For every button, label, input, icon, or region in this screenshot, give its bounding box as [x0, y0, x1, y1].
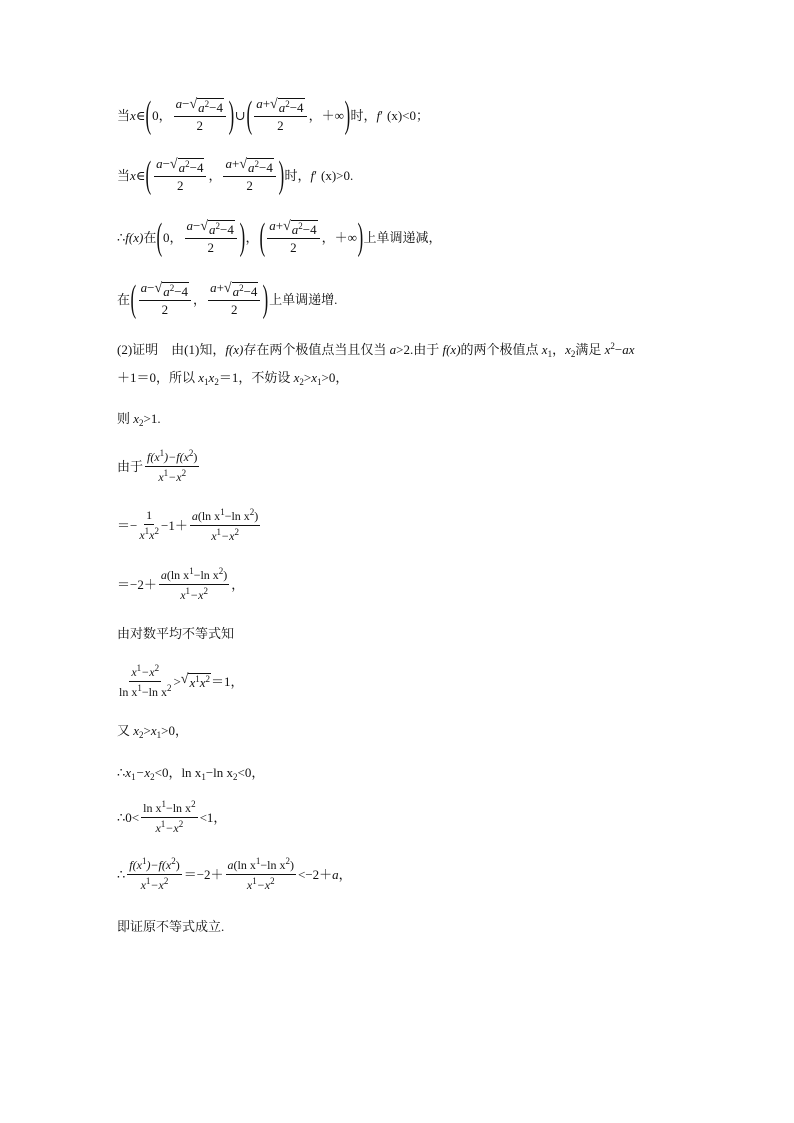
var-a: a — [278, 99, 286, 115]
var-a: a — [256, 95, 263, 111]
text: )−f(x — [164, 450, 189, 464]
sub: 2 — [570, 349, 576, 359]
text: (ln x — [197, 509, 221, 523]
text: ∴0< — [117, 810, 140, 826]
line-3 — [117, 218, 442, 256]
var-a: a — [163, 283, 170, 299]
text: −ln x — [205, 765, 234, 780]
var-f: f — [310, 167, 315, 183]
sub: 1 — [317, 377, 322, 387]
exp: 2 — [154, 526, 159, 537]
text: ) — [254, 509, 259, 523]
exp: 2 — [178, 819, 184, 830]
line-12 — [117, 664, 244, 699]
text: −4 — [302, 221, 317, 237]
exp: 2 — [166, 683, 172, 694]
line-11 — [117, 627, 234, 640]
exp: 2 — [204, 98, 210, 109]
fraction — [223, 157, 275, 194]
fraction — [254, 97, 306, 134]
text: ，＋∞ — [308, 107, 344, 123]
text: >2.由于 — [396, 342, 443, 357]
sqrt: √ $a^2-4$ — [169, 156, 204, 175]
line-13 — [117, 724, 188, 740]
exp: 1 — [145, 876, 151, 887]
text: − — [614, 342, 623, 357]
text: −ln x — [224, 509, 250, 523]
exp: 2 — [270, 876, 275, 887]
var-x: x — [158, 470, 164, 485]
denominator: 2 — [207, 240, 214, 256]
right-paren: ) — [262, 278, 269, 320]
var-x: x — [311, 370, 317, 385]
var-x: x — [293, 370, 300, 385]
therefore: ∴ — [117, 765, 126, 780]
var-x: x — [130, 167, 136, 183]
exp: 2 — [154, 663, 160, 673]
text: 又 — [117, 723, 134, 738]
denominator: 2 — [161, 302, 169, 318]
var-x: x — [130, 107, 136, 123]
text: 上单调递增. — [269, 291, 338, 307]
text: −x — [135, 765, 151, 780]
var-a: a — [140, 279, 148, 295]
var-a: a — [175, 95, 183, 111]
text: ， — [338, 867, 352, 883]
prime: ′ — [380, 107, 383, 123]
f-of-x: f(x) — [442, 342, 461, 357]
text: −x — [221, 529, 235, 544]
text: ln x — [119, 685, 138, 700]
line-4 — [117, 280, 337, 318]
plus: + — [231, 155, 240, 171]
text: 的两个极值点 — [460, 342, 542, 357]
exp: 2 — [234, 527, 239, 538]
element-of: ∈ — [135, 167, 146, 183]
fraction — [141, 800, 197, 835]
fraction — [119, 664, 171, 699]
exp: 1 — [160, 819, 166, 830]
var-x: x — [541, 342, 548, 357]
sqrt: √ $a^2-4$ — [270, 96, 304, 115]
exp: 2 — [185, 158, 190, 169]
var-a: a — [227, 858, 234, 872]
sqrt: √ $a^2-4$ — [154, 280, 189, 299]
sqrt: √ $a^2-4$ — [189, 96, 223, 115]
text: 由于 — [117, 459, 144, 475]
left-paren: ( — [156, 216, 163, 258]
var-a: a — [191, 509, 198, 523]
text: <0； — [402, 107, 429, 123]
exp: 1 — [161, 799, 166, 809]
text: >0， — [161, 723, 189, 738]
text: 即证原不等式成立. — [117, 919, 225, 934]
numerator: 1 — [144, 509, 154, 525]
text: ＝−2＋ — [117, 577, 157, 593]
minus: − — [182, 95, 190, 111]
line-5 — [117, 342, 635, 359]
text: (2)证明 由(1)知， — [117, 342, 226, 357]
text: > — [173, 674, 181, 690]
text: >0. — [336, 167, 354, 183]
var-x: x — [125, 765, 132, 780]
var-x: x — [198, 370, 205, 385]
exp: 2 — [298, 220, 303, 231]
plus: + — [262, 95, 271, 111]
exp: 2 — [188, 448, 194, 458]
text: −x — [256, 878, 271, 893]
text: 当 — [117, 107, 131, 123]
sub: 2 — [150, 772, 155, 782]
text: 在 — [143, 229, 157, 245]
text: 则 — [117, 411, 134, 426]
exp: 2 — [163, 876, 169, 887]
left-paren: ( — [259, 216, 265, 258]
denominator: 2 — [246, 178, 253, 194]
text: <0，ln x — [154, 765, 202, 780]
line-17 — [117, 920, 224, 933]
exp: 1 — [137, 683, 142, 694]
line-6 — [117, 371, 348, 387]
text: −ln x — [260, 858, 286, 872]
var-a: a — [178, 159, 186, 175]
text: −4 — [220, 221, 234, 237]
text: −ln x — [193, 568, 219, 582]
text: −1＋ — [161, 518, 188, 534]
var-x: x — [155, 821, 161, 836]
exp: 2 — [203, 586, 208, 597]
var-a: a — [198, 99, 205, 115]
fraction — [127, 857, 181, 892]
fraction — [208, 281, 260, 318]
text: −x — [150, 878, 164, 893]
exp: 2 — [191, 799, 196, 809]
f-of-x: f(x) — [125, 229, 144, 245]
denominator: 2 — [196, 118, 204, 134]
fraction — [154, 157, 206, 194]
line-10 — [117, 567, 244, 602]
right-paren: ) — [228, 94, 235, 136]
text: 上单调递减， — [363, 229, 442, 245]
sub: 2 — [139, 418, 144, 428]
text: > — [143, 723, 151, 738]
exp: 2 — [285, 856, 290, 866]
line-8 — [117, 449, 201, 484]
text: −4 — [189, 159, 204, 175]
f-of-x: f(x) — [225, 342, 244, 357]
text: −ln x — [165, 801, 192, 815]
var-x: x — [189, 675, 196, 691]
text: (ln x — [166, 568, 190, 582]
therefore: ∴ — [117, 229, 126, 245]
exp: 1 — [159, 448, 165, 458]
text: 时， — [350, 107, 377, 123]
text: > — [303, 370, 312, 385]
var-ax: ax — [622, 342, 635, 357]
exp: 2 — [254, 158, 259, 169]
var-a: a — [156, 155, 163, 171]
text: −4 — [259, 159, 273, 175]
var-x: x — [211, 529, 217, 544]
exp: 2 — [285, 98, 290, 109]
fraction — [226, 857, 296, 892]
exp: 1 — [255, 856, 261, 866]
var-x: x — [133, 723, 140, 738]
text: >0， — [321, 370, 349, 385]
var-a: a — [160, 568, 167, 582]
var-x: x — [150, 723, 157, 738]
sub: 1 — [547, 349, 553, 359]
element-of: ∈ — [135, 107, 146, 123]
var-x: x — [199, 675, 206, 691]
text: ， — [245, 229, 259, 245]
right-paren: ) — [239, 216, 246, 258]
text: )−f(x — [146, 858, 172, 872]
var-x: x — [604, 342, 611, 357]
exp: 2 — [205, 674, 211, 685]
text: ) — [289, 858, 294, 872]
exp: 1 — [216, 527, 222, 538]
sqrt: √ $a^2-4$ — [200, 218, 234, 237]
left-paren: ( — [246, 94, 252, 136]
sqrt: √ $a^2-4$ — [283, 218, 317, 237]
exp: 2 — [610, 341, 615, 351]
text: ln x — [143, 801, 162, 815]
line-15 — [117, 800, 226, 835]
fraction — [159, 567, 229, 602]
text: ＋1＝0，所以 — [117, 370, 199, 385]
var-a: a — [389, 342, 397, 357]
var-a: a — [210, 279, 217, 295]
var-x: x — [208, 370, 215, 385]
minus: − — [147, 279, 155, 295]
sub: 1 — [131, 772, 136, 782]
text: 0， — [152, 107, 172, 123]
exp: 1 — [136, 663, 142, 673]
fraction — [190, 508, 260, 543]
text: −x — [190, 588, 204, 603]
text: ) — [223, 568, 228, 582]
minus: − — [162, 155, 170, 171]
text: ) — [193, 450, 198, 464]
union: ∪ — [234, 107, 246, 123]
line-16 — [117, 857, 352, 892]
text: 当 — [117, 167, 131, 183]
sqrt: √ $a^2-4$ — [239, 156, 273, 175]
text: 存在两个极值点当且仅当 — [243, 342, 390, 357]
text: 在 — [117, 291, 131, 307]
fraction — [174, 97, 226, 134]
var-x: x — [246, 878, 253, 893]
exp: 2 — [169, 282, 175, 293]
text: ＝1，不妨设 — [218, 370, 294, 385]
denominator: 2 — [290, 240, 297, 256]
text: ) — [175, 858, 180, 872]
line-9 — [117, 508, 262, 543]
text: ＝−2＋ — [183, 867, 224, 883]
text: ，＋∞ — [321, 229, 357, 245]
var-x: x — [140, 878, 146, 893]
var-a: a — [269, 217, 276, 233]
exp: 2 — [215, 220, 221, 231]
text: (ln x — [233, 858, 256, 872]
fraction — [139, 509, 159, 542]
prime: ′ — [314, 167, 317, 183]
line-2 — [117, 156, 353, 194]
var-a: a — [332, 867, 339, 883]
var-a: a — [248, 159, 255, 175]
var-x: x — [180, 588, 186, 603]
var-a: a — [232, 283, 240, 299]
var-x: x — [131, 665, 137, 679]
text: 由对数平均不等式知 — [117, 626, 235, 641]
plus: + — [275, 217, 284, 233]
text: −4 — [289, 99, 304, 115]
fraction — [185, 219, 237, 256]
exp: 2 — [171, 856, 176, 866]
text: ＝1， — [211, 674, 244, 690]
text: −x — [165, 821, 179, 836]
var-x: x — [133, 411, 140, 426]
exp: 1 — [141, 856, 147, 866]
denominator: 2 — [231, 302, 238, 318]
sub: 2 — [299, 377, 304, 387]
text: f(x — [129, 858, 142, 872]
text: 时， — [284, 167, 311, 183]
right-paren: ) — [278, 154, 285, 196]
exp: 1 — [185, 586, 191, 597]
fraction — [139, 281, 191, 318]
text: −4 — [243, 283, 258, 299]
var-a: a — [291, 221, 299, 237]
exp: 2 — [249, 507, 255, 517]
var-x: x — [565, 342, 571, 357]
text: ， — [552, 342, 566, 357]
sub: 1 — [201, 772, 206, 782]
line-14 — [117, 766, 264, 782]
exp: 1 — [220, 507, 225, 517]
text: ， — [208, 167, 222, 183]
text: 满足 — [575, 342, 605, 357]
plus: + — [216, 279, 224, 295]
text: ， — [231, 577, 245, 593]
text: <−2＋ — [297, 867, 333, 883]
text: >1. — [143, 411, 161, 426]
sqrt: √ $a^2-4$ — [223, 280, 258, 299]
right-paren: ) — [357, 216, 364, 258]
var-f: f — [376, 107, 381, 123]
var-a: a — [209, 221, 216, 237]
text: ， — [193, 291, 207, 307]
sub: 2 — [214, 377, 219, 387]
var-x: x — [149, 528, 155, 543]
fraction — [145, 449, 199, 484]
var-x: x — [139, 528, 145, 543]
line-1 — [117, 96, 429, 134]
var-a: a — [186, 217, 194, 233]
fraction — [267, 219, 319, 256]
exp: 1 — [195, 674, 200, 685]
text: <0， — [237, 765, 265, 780]
text: (x) — [386, 107, 403, 123]
sqrt: √ $x^1x^2$ — [180, 672, 211, 691]
text: −x — [141, 665, 155, 679]
text: ＝− — [117, 518, 138, 534]
text: (x) — [320, 167, 337, 183]
left-paren: ( — [145, 154, 152, 196]
text: f(x — [147, 450, 160, 464]
text: −4 — [209, 99, 223, 115]
exp: 2 — [218, 566, 224, 576]
text: −x — [168, 470, 182, 485]
exp: 1 — [163, 468, 169, 479]
minus: − — [193, 217, 201, 233]
sub: 2 — [139, 730, 144, 740]
exp: 1 — [252, 876, 257, 887]
denominator: 2 — [277, 118, 284, 134]
text: −ln x — [141, 685, 167, 700]
exp: 2 — [239, 282, 244, 293]
left-paren: ( — [145, 94, 152, 136]
text: <1， — [199, 810, 227, 826]
right-paren: ) — [344, 94, 351, 136]
exp: 2 — [181, 468, 187, 479]
var-a: a — [225, 155, 232, 171]
exp: 1 — [189, 566, 194, 576]
sub: 1 — [156, 730, 162, 740]
denominator: 2 — [177, 178, 184, 194]
left-paren: ( — [130, 278, 137, 320]
line-7 — [117, 412, 161, 428]
text: 0， — [163, 229, 183, 245]
therefore: ∴ — [117, 867, 126, 883]
sub: 1 — [204, 377, 209, 387]
text: −4 — [174, 283, 189, 299]
exp: 1 — [144, 526, 150, 537]
sub: 2 — [233, 772, 238, 782]
